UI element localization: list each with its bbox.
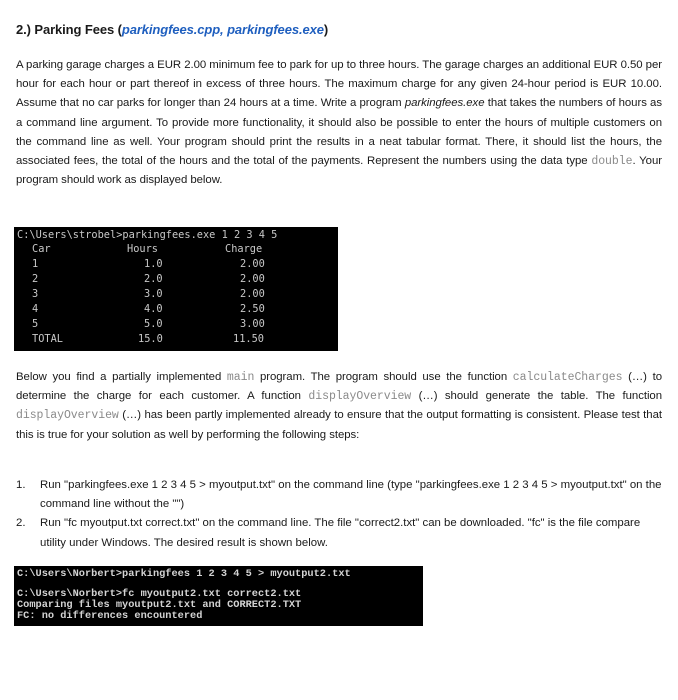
header-car: Car <box>32 243 51 255</box>
console-output-table <box>14 227 338 351</box>
console-line: Comparing files myoutput2.txt and CORRECT2.TXT <box>17 599 302 611</box>
intro-text-1: A parking garage charges a EUR 2.00 minimum fee to park for up to three hours. The garage charges an additional EUR 0.50 per hour for each hour or part thereof in excess of three hours. The maximum charge for any given 24-hour period is EUR 10.00. Assume that no car parks for longer than 24 hours at a time. Write a program <box>16 59 662 110</box>
row-car: 5 <box>32 318 39 330</box>
row-charge: 2.00 <box>240 273 265 285</box>
intro-text-3: . Your program should work as displayed below. <box>16 155 662 187</box>
steps-list <box>16 476 664 553</box>
row-car: 3 <box>32 288 39 300</box>
console-compare-output <box>14 566 423 626</box>
step-number: 2. <box>16 517 26 530</box>
header-charge: Charge <box>225 243 263 255</box>
list-item <box>16 514 664 552</box>
row-charge: 2.50 <box>240 303 265 315</box>
program-name: parkingfees.exe <box>404 97 485 110</box>
section-heading-close: ) <box>323 22 329 37</box>
console-line: C:\Users\Norbert>parkingfees 1 2 3 4 5 > myoutput2.txt <box>17 568 351 580</box>
header-hours: Hours <box>127 243 158 255</box>
intro-text-2: that takes the numbers of hours as a command line argument. To provide more functionality, it should also be possible to enter the hours of multiple customers on the command line as well. Your program should print the results in a neat tabular format. There, it should list the hours, the associated fees, the total of the hours and the total of the payments. Represent the numbers using the data type <box>16 97 662 168</box>
row-hours: 4.0 <box>144 303 163 315</box>
row-hours: 2.0 <box>144 273 163 285</box>
calculate-charges-keyword: calculateCharges <box>512 371 623 384</box>
intro-paragraph <box>16 56 662 190</box>
section-heading <box>16 22 328 37</box>
main-keyword: main <box>226 371 255 384</box>
console-line: C:\Users\Norbert>fc myoutput2.txt correct2.txt <box>17 588 302 600</box>
total-hours: 15.0 <box>138 333 163 345</box>
row-hours: 1.0 <box>144 258 163 270</box>
body-text-1: Below you find a partially implemented <box>16 371 227 383</box>
console-line: FC: no differences encountered <box>17 610 203 622</box>
section-heading-label: 2.) Parking Fees ( <box>16 22 122 37</box>
console-command: C:\Users\strobel>parkingfees.exe 1 2 3 4 5 <box>17 229 278 241</box>
row-car: 1 <box>32 258 39 270</box>
row-car: 4 <box>32 303 39 315</box>
step-number: 1. <box>16 479 26 491</box>
display-overview-keyword: displayOverview <box>308 390 412 404</box>
list-item <box>16 476 664 514</box>
body-text-4: (…) should generate the table. The function <box>411 390 663 403</box>
body-text-3: (…) to determine the charge for each customer. A function <box>16 371 662 403</box>
row-charge: 3.00 <box>240 318 265 330</box>
step-text: Run "fc myoutput.txt correct.txt" on the command line. The file "correct2.txt" can be downloaded. "fc" is the file compare utility under Windows. The desired result is shown below. <box>40 517 641 549</box>
total-label: TOTAL <box>32 333 63 345</box>
row-car: 2 <box>32 273 39 285</box>
step-text: Run "parkingfees.exe 1 2 3 4 5 > myoutput.txt" on the command line (type "parkingfees.exe 1 2 3 4 5 > myoutput.txt" on the command line without the "") <box>40 479 662 511</box>
row-charge: 2.00 <box>240 258 265 270</box>
data-type-keyword: double <box>591 155 633 169</box>
total-charge: 11.50 <box>233 333 264 345</box>
row-hours: 3.0 <box>144 288 163 300</box>
instructions-paragraph <box>16 368 662 445</box>
body-text-5: (…) has been partly implemented already to ensure that the output formatting is consistent. Please test that this is true for your solution as well by performing the following steps: <box>16 409 662 441</box>
row-hours: 5.0 <box>144 318 163 330</box>
display-overview-keyword: displayOverview <box>16 409 119 423</box>
row-charge: 2.00 <box>240 288 265 300</box>
body-text-2: program. The program should use the function <box>254 371 513 383</box>
source-file-names: parkingfees.cpp, parkingfees.exe <box>121 22 324 37</box>
